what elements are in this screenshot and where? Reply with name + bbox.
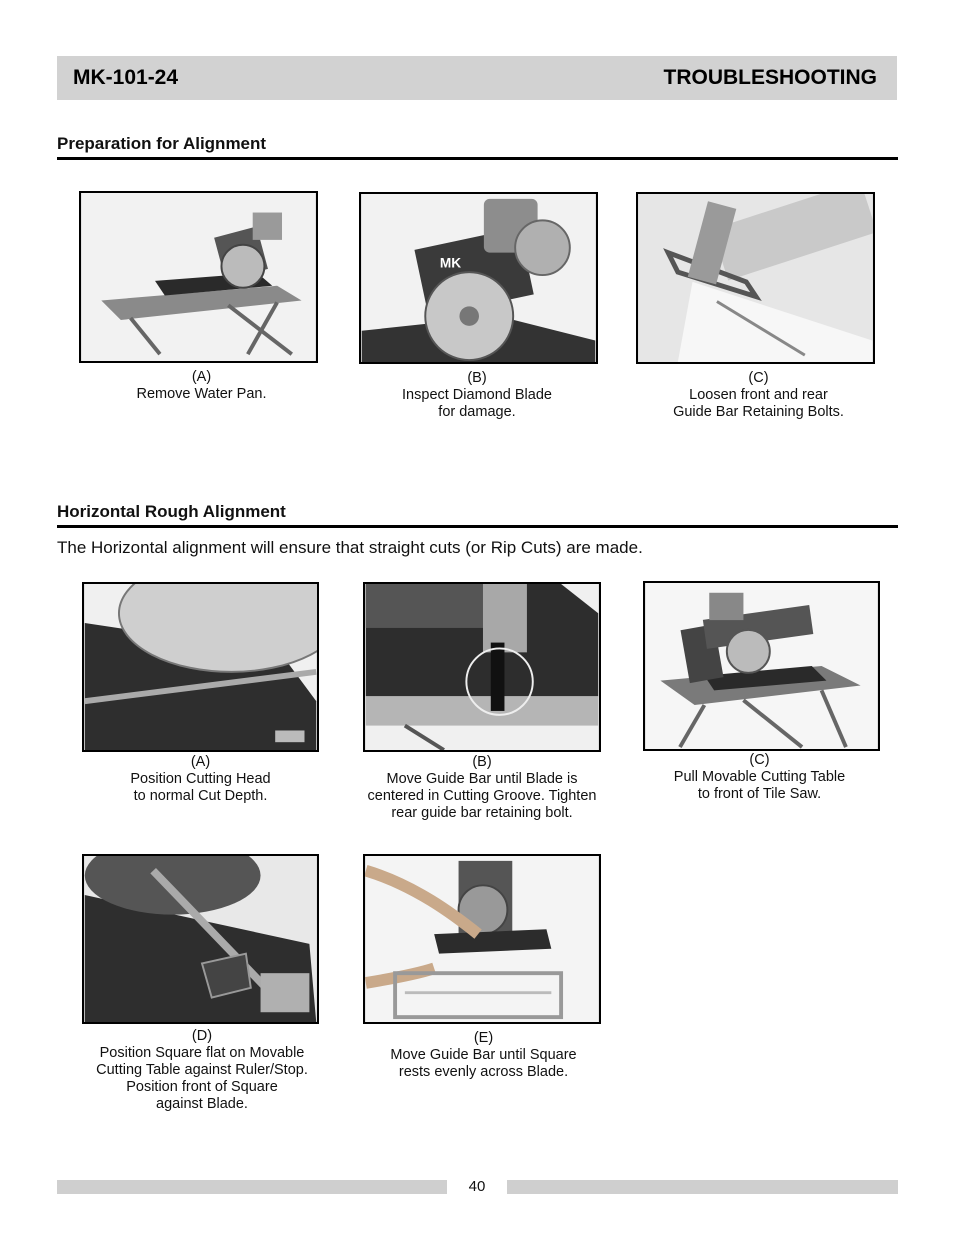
photo-blade-cutting-groove	[363, 582, 601, 752]
photo-movable-table-front	[643, 581, 880, 751]
horiz-intro-text: The Horizontal alignment will ensure that straight cuts (or Rip Cuts) are made.	[57, 538, 643, 557]
prep-caption-a: (A) Remove Water Pan.	[136, 369, 267, 402]
photo-square-on-table	[82, 854, 319, 1024]
photo-cutting-head-depth	[82, 582, 319, 752]
page-number: 40	[468, 1178, 486, 1195]
horiz-section-title: Horizontal Rough Alignment	[57, 502, 898, 528]
prep-caption-c: (C) Loosen front and rear Guide Bar Retaining Bolts.	[673, 370, 844, 420]
section-name: TROUBLESHOOTING	[663, 66, 877, 89]
footer-bar-right	[507, 1180, 898, 1194]
horiz-caption-d: (D) Position Square flat on Movable Cutting Table against Ruler/Stop. Position front of Square against Blade.	[96, 1028, 308, 1112]
photo-inspect-diamond-blade	[359, 192, 598, 364]
footer-bar-left	[57, 1180, 447, 1194]
horiz-caption-c: (C) Pull Movable Cutting Table to front of Tile Saw.	[673, 752, 846, 802]
horiz-caption-e: (E) Move Guide Bar until Square rests evenly across Blade.	[390, 1030, 577, 1080]
page-header	[57, 56, 897, 100]
svg-text:MK: MK	[439, 255, 462, 271]
photo-guide-bar-bolts	[636, 192, 875, 364]
photo-square-across-blade	[363, 854, 601, 1024]
horiz-caption-a: (A) Position Cutting Head to normal Cut Depth.	[130, 754, 271, 804]
prep-caption-b: (B) Inspect Diamond Blade for damage.	[402, 370, 552, 420]
photo-remove-water-pan	[79, 191, 318, 363]
horiz-caption-b: (B) Move Guide Bar until Blade is centered in Cutting Groove. Tighten rear guide bar retaining bolt.	[367, 754, 597, 821]
model-number: MK-101-24	[73, 66, 179, 89]
prep-section-title: Preparation for Alignment	[57, 134, 898, 160]
